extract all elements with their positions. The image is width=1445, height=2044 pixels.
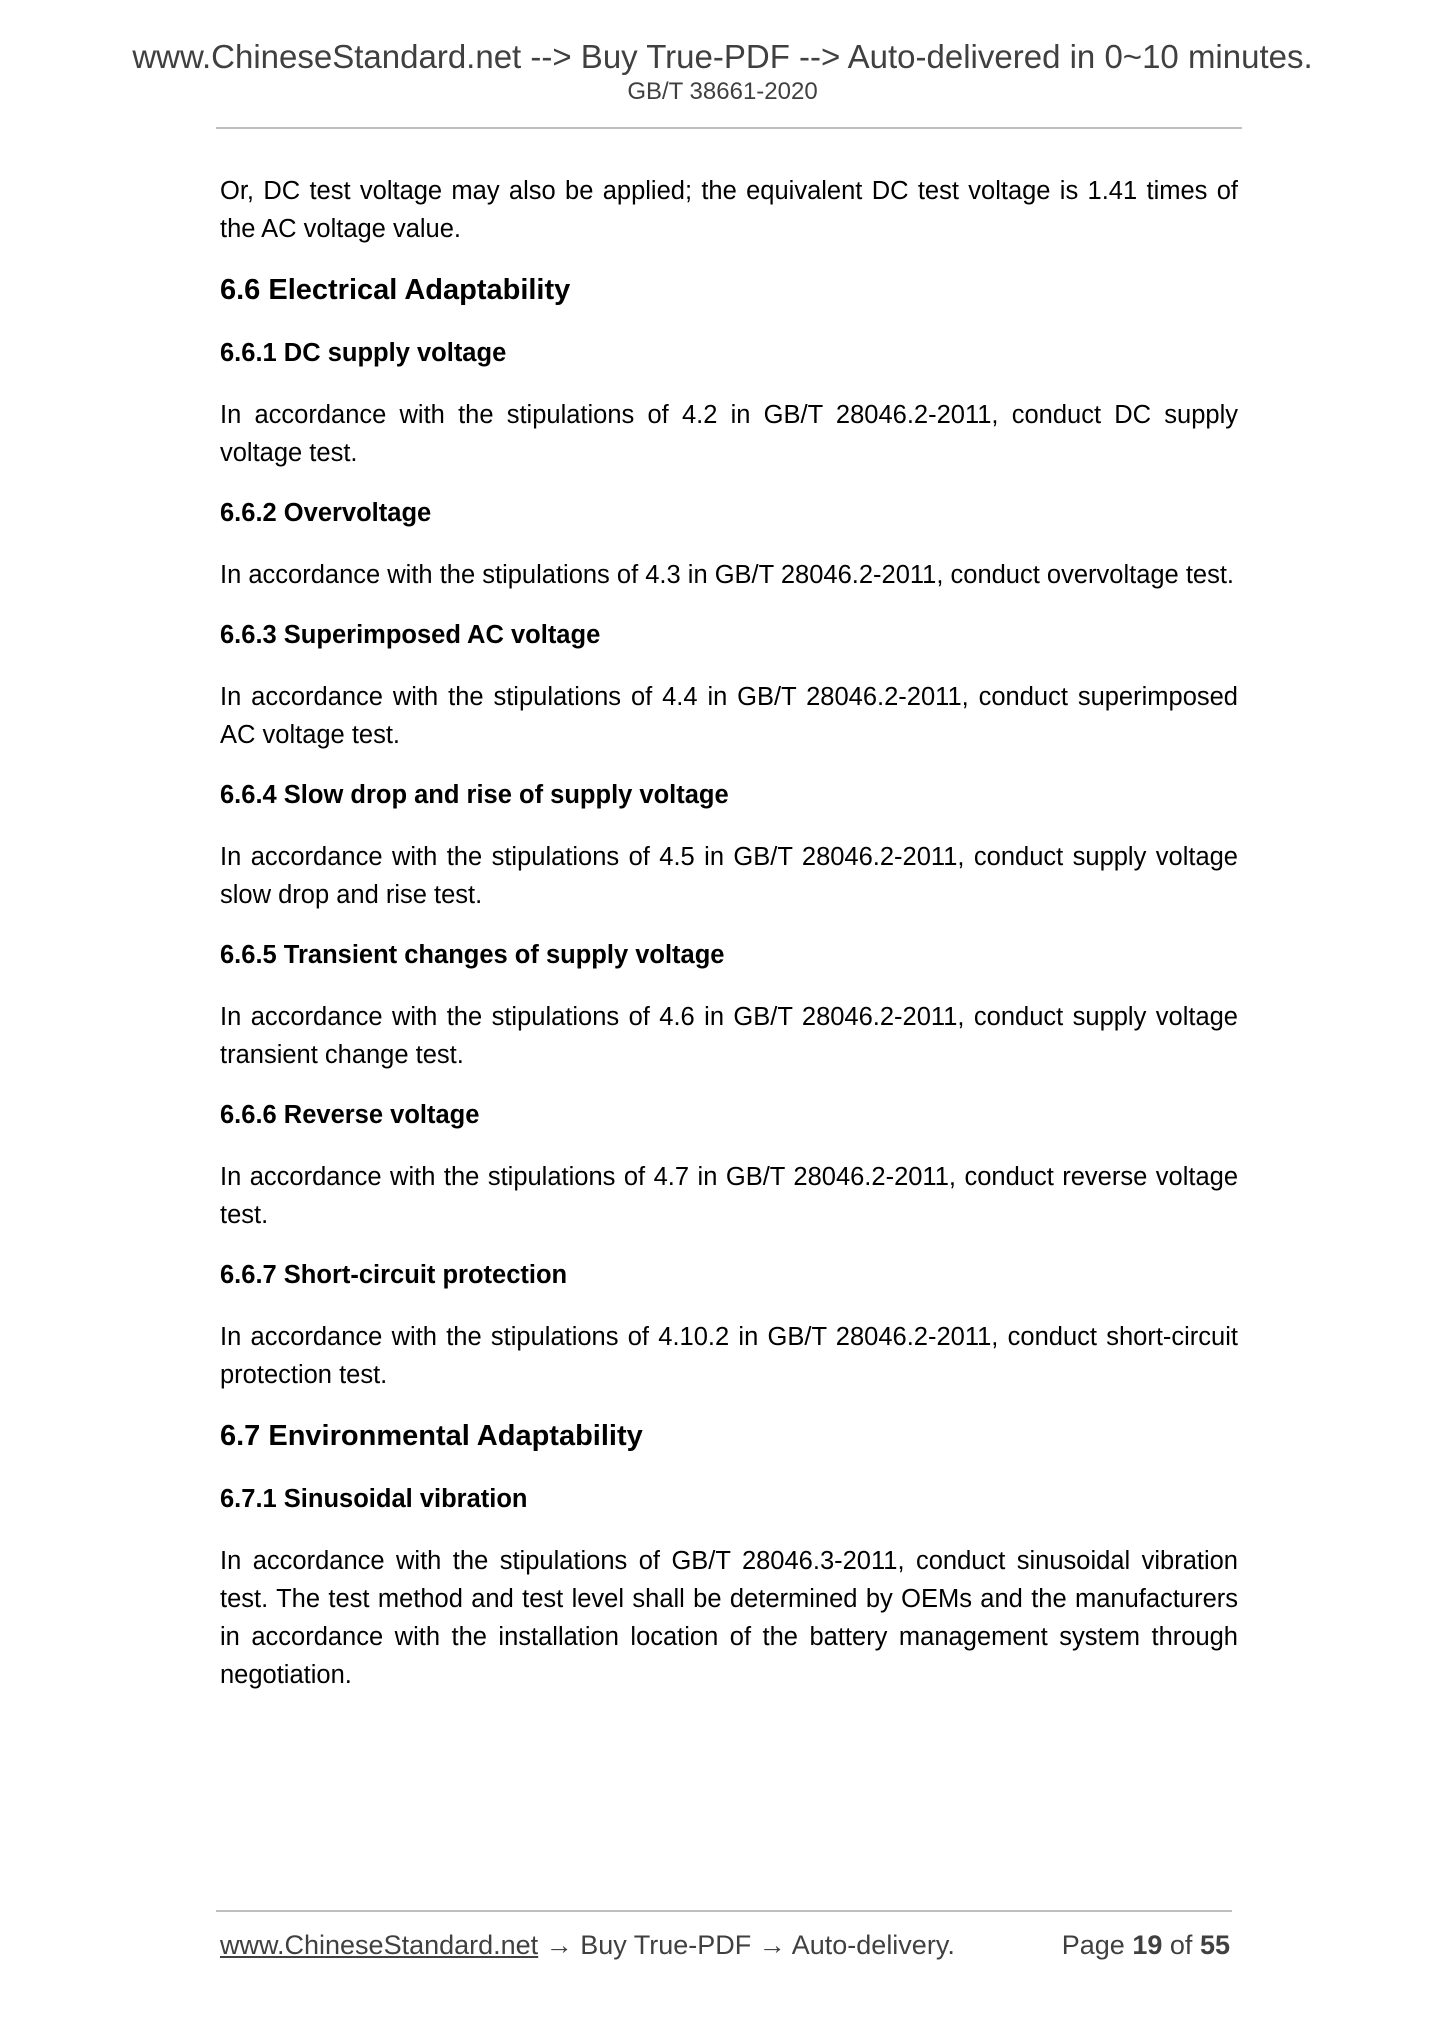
footer-tagline: → Buy True-PDF → Auto-delivery. [538,1930,955,1960]
section-6-6-5-text: In accordance with the stipulations of 4.6 in GB/T 28046.2-2011, conduct supply voltage transient change test. [220,1003,1238,1069]
footer-left [220,1930,955,1961]
section-6-7-title: 6.7 Environmental Adaptability [220,1420,643,1452]
footer-divider [216,1910,1232,1912]
section-6-7-1-title: 6.7.1 Sinusoidal vibration [220,1485,528,1513]
section-6-6-5-title: 6.6.5 Transient changes of supply voltage [220,941,725,969]
section-6-6-4-title: 6.6.4 Slow drop and rise of supply voltage [220,781,729,809]
section-6-6-6-title: 6.6.6 Reverse voltage [220,1101,480,1129]
section-6-6-3-title: 6.6.3 Superimposed AC voltage [220,621,601,649]
page-total: 55 [1199,1930,1230,1960]
section-6-6-1-text: In accordance with the stipulations of 4.2 in GB/T 28046.2-2011, conduct DC supply voltage test. [220,401,1238,467]
page-number [1062,1930,1230,1961]
page-current: 19 [1132,1930,1163,1960]
of-label: of [1169,1930,1193,1960]
page-label: Page [1061,1930,1125,1960]
section-6-6-7-text: In accordance with the stipulations of 4.10.2 in GB/T 28046.2-2011, conduct short-circuit protection test. [220,1323,1238,1389]
footer-site-link[interactable]: www.ChineseStandard.net [220,1930,539,1960]
section-6-7-1-text: In accordance with the stipulations of GB/T 28046.3-2011, conduct sinusoidal vibration test. The test method and test level shall be determined by OEMs and the manufacturers in accordance with the installation location of the battery management system through negotiation. [220,1547,1238,1689]
page-content [220,172,1238,1716]
section-6-6-1-title: 6.6.1 DC supply voltage [220,339,507,367]
intro-paragraph: Or, DC test voltage may also be applied; the equivalent DC test voltage is 1.41 times of the AC voltage value. [220,177,1238,243]
section-6-6-6-text: In accordance with the stipulations of 4.7 in GB/T 28046.2-2011, conduct reverse voltage test. [220,1163,1238,1229]
section-6-6-2-text: In accordance with the stipulations of 4.3 in GB/T 28046.2-2011, conduct overvoltage test. [220,561,1235,589]
header-banner: www.ChineseStandard.net --> Buy True-PDF --> Auto-delivered in 0~10 minutes. [132,38,1313,75]
section-6-6-2-title: 6.6.2 Overvoltage [220,499,432,527]
document-id: GB/T 38661-2020 [627,78,818,105]
section-6-6-title: 6.6 Electrical Adaptability [220,274,571,306]
section-6-6-7-title: 6.6.7 Short-circuit protection [220,1261,568,1289]
header-divider [216,127,1242,129]
section-6-6-3-text: In accordance with the stipulations of 4.4 in GB/T 28046.2-2011, conduct superimposed AC voltage test. [220,683,1238,749]
section-6-6-4-text: In accordance with the stipulations of 4.5 in GB/T 28046.2-2011, conduct supply voltage slow drop and rise test. [220,843,1238,909]
